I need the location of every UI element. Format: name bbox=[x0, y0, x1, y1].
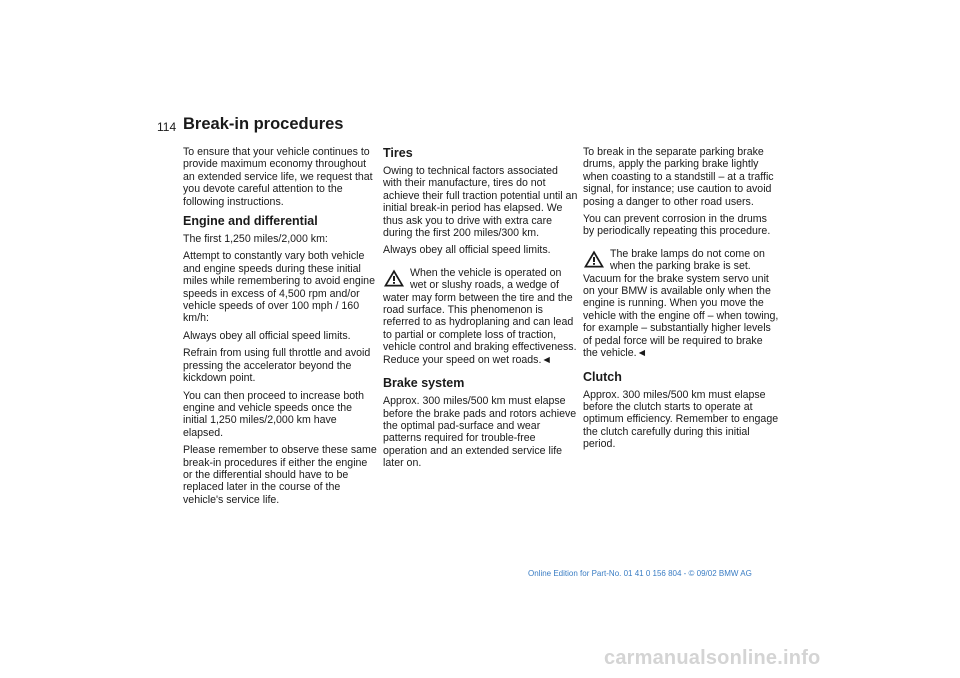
footer-edition-note: Online Edition for Part-No. 01 41 0 156 804 - © 09/02 BMW AG bbox=[528, 569, 752, 578]
tires-warning bbox=[383, 267, 579, 366]
page-title: Break-in procedures bbox=[183, 115, 344, 133]
engine-paragraph-1: The first 1,250 miles/2,000 km: bbox=[183, 233, 328, 246]
end-mark: ◄ bbox=[541, 353, 552, 366]
column-3 bbox=[583, 146, 779, 456]
page-number: 114 bbox=[157, 120, 177, 134]
brake-warning-lead: The brake lamps do not come on when the parking brake is set. bbox=[610, 247, 765, 273]
heading-engine-differential: Engine and differential bbox=[183, 214, 318, 229]
engine-paragraph-6: Please remember to observe these same break-in procedures if either the engine or the differential should have to be replaced later in the course of the vehicle's service life. bbox=[183, 444, 377, 506]
engine-paragraph-4: Refrain from using full throttle and avoid pressing the accelerator beyond the kickdown point. bbox=[183, 347, 371, 385]
tires-warning-lead: When the vehicle is operated on wet or slushy roads, a wedge of bbox=[410, 266, 562, 292]
engine-paragraph-5: You can then proceed to increase both engine and vehicle speeds once the initial 1,250 miles/2,000 km have elapsed. bbox=[183, 389, 365, 439]
watermark: carmanualsonline.info bbox=[604, 647, 821, 669]
heading-tires: Tires bbox=[383, 146, 413, 160]
warning-triangle-icon bbox=[383, 268, 405, 288]
end-mark: ◄ bbox=[636, 347, 648, 360]
intro-paragraph: To ensure that your vehicle continues to provide maximum economy throughout an extended service life, we request that you devote careful attention to the following instructions. bbox=[183, 146, 373, 208]
brake-warning-body: Vacuum for the brake system servo unit on your BMW is available only when the engine is running. When you move the vehicle with the engine off – when towing, for example – substantially higher levels of pedal force will be required to brake the vehicle. bbox=[583, 272, 779, 360]
tires-paragraph-2: Always obey all official speed limits. bbox=[383, 244, 551, 257]
tires-paragraph-1: Owing to technical factors associated with their manufacture, tires do not achieve their full traction potential until an initial break-in period has elapsed. We thus ask you to drive with extra care during the first 200 miles/300 km. bbox=[383, 165, 578, 240]
column-1 bbox=[183, 146, 379, 511]
parking-brake-paragraph-2: You can prevent corrosion in the drums by periodically repeating this procedure. bbox=[583, 213, 771, 238]
engine-paragraph-3: Always obey all official speed limits. bbox=[183, 329, 351, 342]
heading-brake-system: Brake system bbox=[383, 376, 465, 391]
clutch-paragraph-1: Approx. 300 miles/500 km must elapse before the clutch starts to operate at optimum efficiency. Remember to engage the clutch carefully during this initial period. bbox=[583, 388, 779, 451]
column-2 bbox=[383, 146, 579, 475]
tires-warning-body: water may form between the tire and the road surface. This phenomenon is referred to as hydroplaning and can lead to partial or complete loss of traction, vehicle control and braking effectiveness. Reduce your speed on wet roads. bbox=[383, 291, 577, 366]
brake-warning bbox=[583, 248, 779, 360]
heading-clutch: Clutch bbox=[583, 369, 622, 384]
parking-brake-paragraph-1: To break in the separate parking brake drums, apply the parking brake lightly when coasting to a standstill – at a traffic signal, for instance; use caution to avoid posing a danger to other road users. bbox=[583, 146, 774, 208]
engine-paragraph-2: Attempt to constantly vary both vehicle and engine speeds during these initial miles while remembering to avoid engine speeds in excess of 4,500 rpm and/or vehicle speeds of over 100 mph / 160 km/h: bbox=[183, 250, 375, 325]
brake-paragraph-1: Approx. 300 miles/500 km must elapse before the brake pads and rotors achieve the optimal pad-surface and wear patterns required for trouble-free operation and an extended service life later on. bbox=[383, 395, 577, 470]
warning-triangle-icon bbox=[583, 249, 605, 269]
